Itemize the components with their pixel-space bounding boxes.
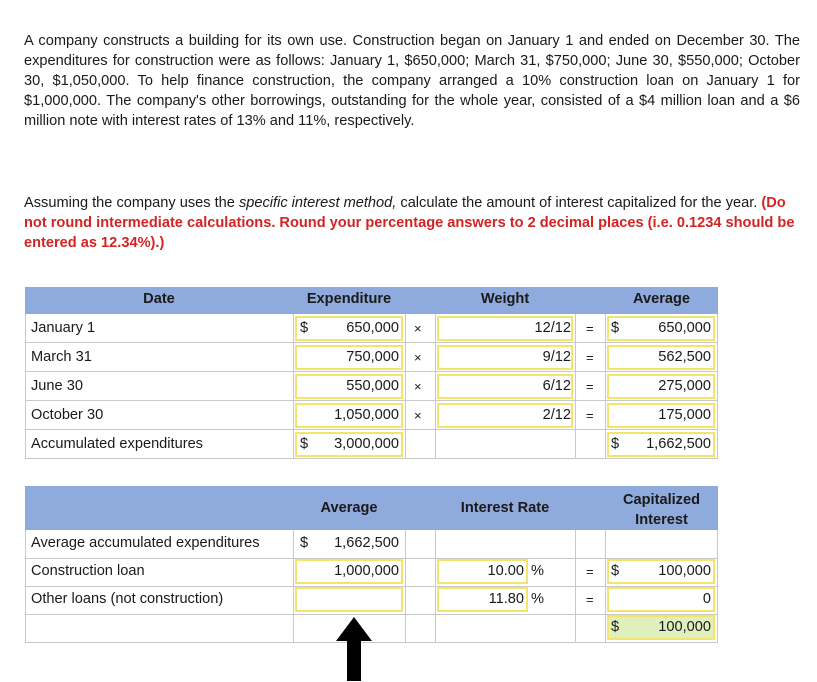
row-date: October 30 bbox=[31, 407, 104, 423]
header-capitalized-line2: Interest bbox=[635, 512, 688, 528]
rate-value: 11.80 bbox=[488, 591, 524, 607]
expenditure-value: 550,000 bbox=[346, 378, 399, 394]
up-arrow-icon bbox=[336, 617, 372, 681]
expenditure-value: 1,050,000 bbox=[334, 407, 399, 423]
currency-sign: $ bbox=[300, 320, 309, 336]
row-date: March 31 bbox=[31, 349, 92, 365]
weight-value: 2/12 bbox=[542, 407, 571, 423]
multiply-sign: × bbox=[414, 350, 422, 365]
header-capitalized-interest bbox=[605, 490, 718, 530]
currency-sign: $ bbox=[611, 436, 620, 452]
currency-sign: $ bbox=[611, 320, 620, 336]
multiply-sign: × bbox=[414, 408, 422, 423]
currency-sign: $ bbox=[300, 436, 309, 452]
row-label: Other loans (not construction) bbox=[31, 591, 224, 607]
weight-value: 9/12 bbox=[542, 349, 571, 365]
average-value: 1,000,000 bbox=[334, 563, 399, 579]
row-date: January 1 bbox=[31, 320, 96, 336]
multiply-sign: × bbox=[414, 321, 422, 336]
average-value: 562,500 bbox=[658, 349, 711, 365]
header-expenditure: Expenditure bbox=[306, 291, 392, 307]
average-value: 175,000 bbox=[658, 407, 711, 423]
capitalized-value: 0 bbox=[702, 591, 711, 607]
equals-sign: = bbox=[586, 321, 594, 336]
equals-sign: = bbox=[586, 379, 594, 394]
percent-sign: % bbox=[531, 591, 544, 607]
weight-value: 6/12 bbox=[542, 378, 571, 394]
average-value: 275,000 bbox=[658, 378, 711, 394]
capitalized-value: 100,000 bbox=[658, 563, 711, 579]
instruction-rest: calculate the amount of interest capitalized for the year. bbox=[396, 195, 762, 211]
instruction-lead: Assuming the company uses the bbox=[24, 195, 239, 211]
header-interest-rate: Interest Rate bbox=[460, 500, 550, 516]
currency-sign: $ bbox=[611, 563, 620, 579]
equals-sign: = bbox=[586, 408, 594, 423]
currency-sign: $ bbox=[611, 619, 620, 635]
header-average: Average bbox=[632, 291, 691, 307]
instruction-method: specific interest method, bbox=[238, 195, 397, 211]
equals-sign: = bbox=[586, 564, 594, 579]
total-expenditure-value: 3,000,000 bbox=[334, 436, 399, 452]
row-label: Construction loan bbox=[31, 563, 145, 579]
row-label: Average accumulated expenditures bbox=[31, 535, 260, 551]
expenditure-value: 650,000 bbox=[346, 320, 399, 336]
expenditure-value: 750,000 bbox=[346, 349, 399, 365]
header-average: Average bbox=[320, 500, 378, 516]
total-capitalized-value: 100,000 bbox=[658, 619, 711, 635]
average-value: 1,662,500 bbox=[334, 535, 399, 551]
instruction-note: (Do not round intermediate calculations. Round your percentage answers to 2 decimal places (i.e. 0.1234 should be entered as 12.34%).) bbox=[24, 195, 795, 251]
header-weight: Weight bbox=[480, 291, 530, 307]
problem-statement: A company constructs a building for its own use. Construction began on January 1 and ended on December 30. The expenditures for construction were as follows: January 1, $650,000; March 31, $750,000; June 30, $550,000; October 30, $1,050,000. To help finance construction, the company arranged a 10% construction loan on January 1 for $1,000,000. The company's other borrowings, outstanding for the whole year, consisted of a $4 million loan and a $6 million note with interest rates of 13% and 11%, respectively. bbox=[24, 33, 800, 129]
instruction-text bbox=[24, 193, 800, 253]
rate-value: 10.00 bbox=[487, 563, 524, 579]
equals-sign: = bbox=[586, 350, 594, 365]
average-value: 650,000 bbox=[658, 320, 711, 336]
total-average-value: 1,662,500 bbox=[646, 436, 711, 452]
weight-value: 12/12 bbox=[534, 320, 571, 336]
total-label: Accumulated expenditures bbox=[31, 436, 203, 452]
header-date: Date bbox=[143, 291, 175, 307]
header-capitalized-line1: Capitalized bbox=[622, 492, 701, 508]
currency-sign: $ bbox=[300, 535, 309, 551]
percent-sign: % bbox=[531, 563, 544, 579]
equals-sign: = bbox=[586, 592, 594, 607]
multiply-sign: × bbox=[414, 379, 422, 394]
other-loans-average-input[interactable] bbox=[295, 587, 403, 612]
row-date: June 30 bbox=[31, 378, 83, 394]
